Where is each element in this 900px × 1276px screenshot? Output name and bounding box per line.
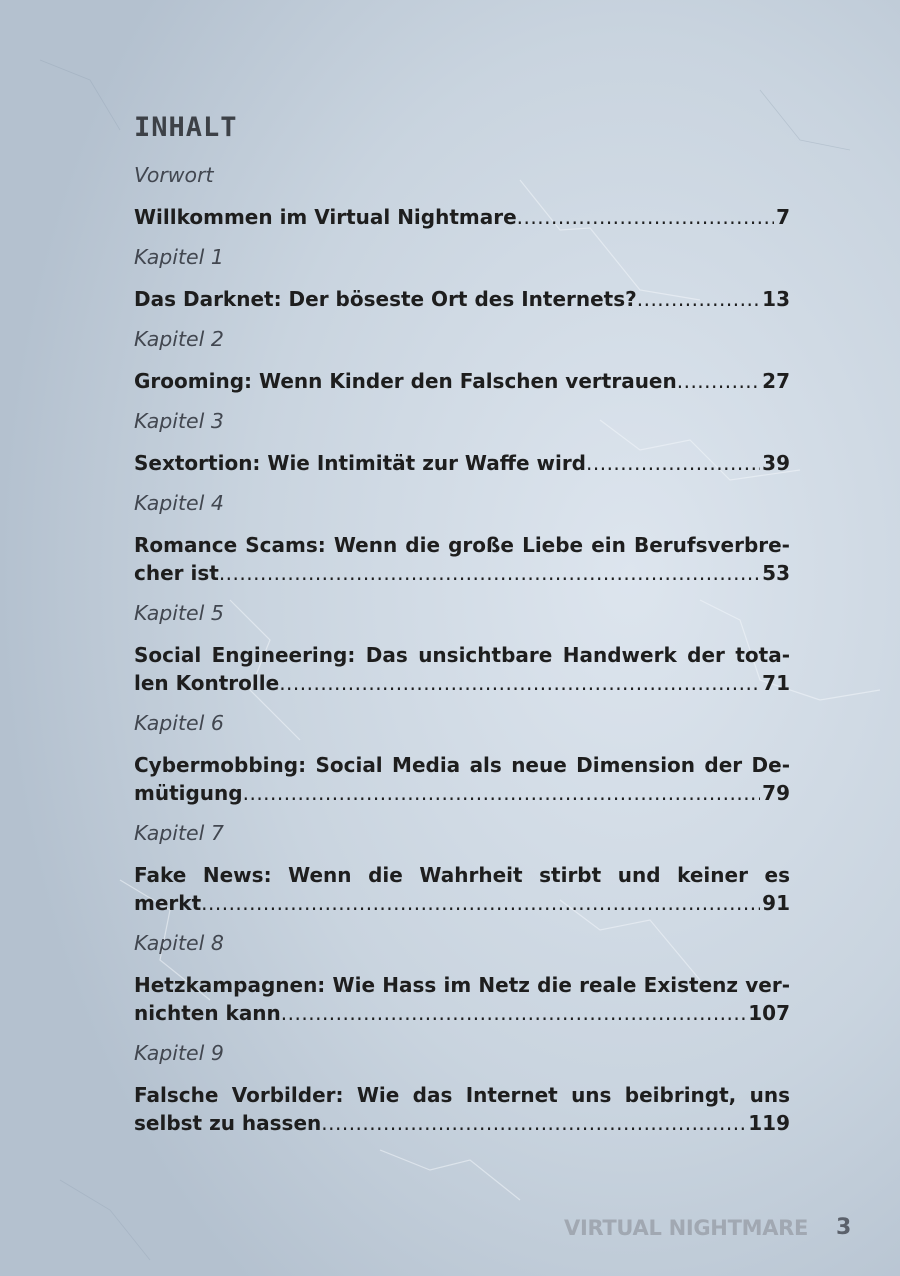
toc-entry: [134, 710, 790, 807]
chapter-title: [134, 641, 790, 697]
toc-entry: [134, 244, 790, 313]
chapter-title: [134, 285, 790, 313]
toc-heading: INHALT: [134, 112, 238, 143]
page-number: 71: [762, 671, 790, 695]
chapter-label: Vorwort: [134, 163, 214, 187]
toc-entry: [134, 600, 790, 697]
leader-dots: [243, 779, 761, 807]
chapter-title-line: cher ist: [134, 561, 219, 585]
chapter-title-line: Grooming: Wenn Kinder den Falschen vertrauen: [134, 369, 677, 393]
toc-entry: [134, 930, 790, 1027]
footer-book-title: VIRTUAL NIGHTMARE: [564, 1216, 809, 1240]
leader-dots: [637, 285, 760, 313]
leader-dots: [201, 889, 760, 917]
chapter-label: Kapitel 2: [134, 327, 224, 351]
chapter-title-line: Fake News: Wenn die Wahrheit stirbt und keiner es: [134, 863, 790, 887]
chapter-title: [134, 861, 790, 917]
page-number: 27: [762, 369, 790, 393]
page-number: 13: [762, 287, 790, 311]
chapter-label: Kapitel 6: [134, 711, 224, 735]
toc-entry: [134, 408, 790, 477]
chapter-title: [134, 367, 790, 395]
chapter-title-line: nichten kann: [134, 1001, 281, 1025]
leader-dots: [321, 1109, 746, 1137]
leader-dots: [279, 669, 760, 697]
leader-dots: [517, 203, 774, 231]
leader-dots: [219, 559, 760, 587]
page-number: 119: [748, 1111, 790, 1135]
chapter-title: [134, 203, 790, 231]
chapter-title-line: Romance Scams: Wenn die große Liebe ein Berufsverbre-: [134, 533, 790, 557]
chapter-title-line: selbst zu hassen: [134, 1111, 322, 1135]
chapter-title-line: Cybermobbing: Social Media als neue Dimension der De-: [134, 753, 790, 777]
chapter-title-line: merkt: [134, 891, 202, 915]
chapter-title: [134, 751, 790, 807]
page-number: 39: [762, 451, 790, 475]
chapter-title-line: Hetzkampagnen: Wie Hass im Netz die reale Existenz ver-: [134, 973, 790, 997]
chapter-title-line: Social Engineering: Das unsichtbare Handwerk der tota-: [134, 643, 790, 667]
chapter-label: Kapitel 7: [134, 821, 224, 845]
chapter-title-line: Sextortion: Wie Intimität zur Waffe wird: [134, 451, 586, 475]
leader-dots: [281, 999, 746, 1027]
chapter-label: Kapitel 1: [134, 245, 224, 269]
chapter-label: Kapitel 5: [134, 601, 224, 625]
chapter-label: Kapitel 8: [134, 931, 224, 955]
toc-list: [134, 162, 790, 1150]
page-number: 91: [762, 891, 790, 915]
leader-dots: [586, 449, 760, 477]
toc-entry: [134, 820, 790, 917]
chapter-title: [134, 1081, 790, 1137]
chapter-label: Kapitel 3: [134, 409, 224, 433]
chapter-title-line: Willkommen im Virtual Nightmare: [134, 205, 517, 229]
page-number: 107: [748, 1001, 790, 1025]
chapter-title: [134, 449, 790, 477]
chapter-title-line: mütigung: [134, 781, 243, 805]
toc-entry: [134, 1040, 790, 1137]
toc-entry: [134, 162, 790, 231]
chapter-title-line: Falsche Vorbilder: Wie das Internet uns beibringt, uns: [134, 1083, 790, 1107]
toc-entry: [134, 326, 790, 395]
page-number: 53: [762, 561, 790, 585]
chapter-title-line: Das Darknet: Der böseste Ort des Internets?: [134, 287, 637, 311]
chapter-label: Kapitel 9: [134, 1041, 224, 1065]
page-number: 7: [776, 205, 790, 229]
toc-entry: [134, 490, 790, 587]
chapter-title-line: len Kontrolle: [134, 671, 280, 695]
chapter-title: [134, 531, 790, 587]
chapter-label: Kapitel 4: [134, 491, 224, 515]
chapter-title: [134, 971, 790, 1027]
page-number: 79: [762, 781, 790, 805]
footer-page-number: 3: [836, 1215, 852, 1240]
leader-dots: [677, 367, 760, 395]
